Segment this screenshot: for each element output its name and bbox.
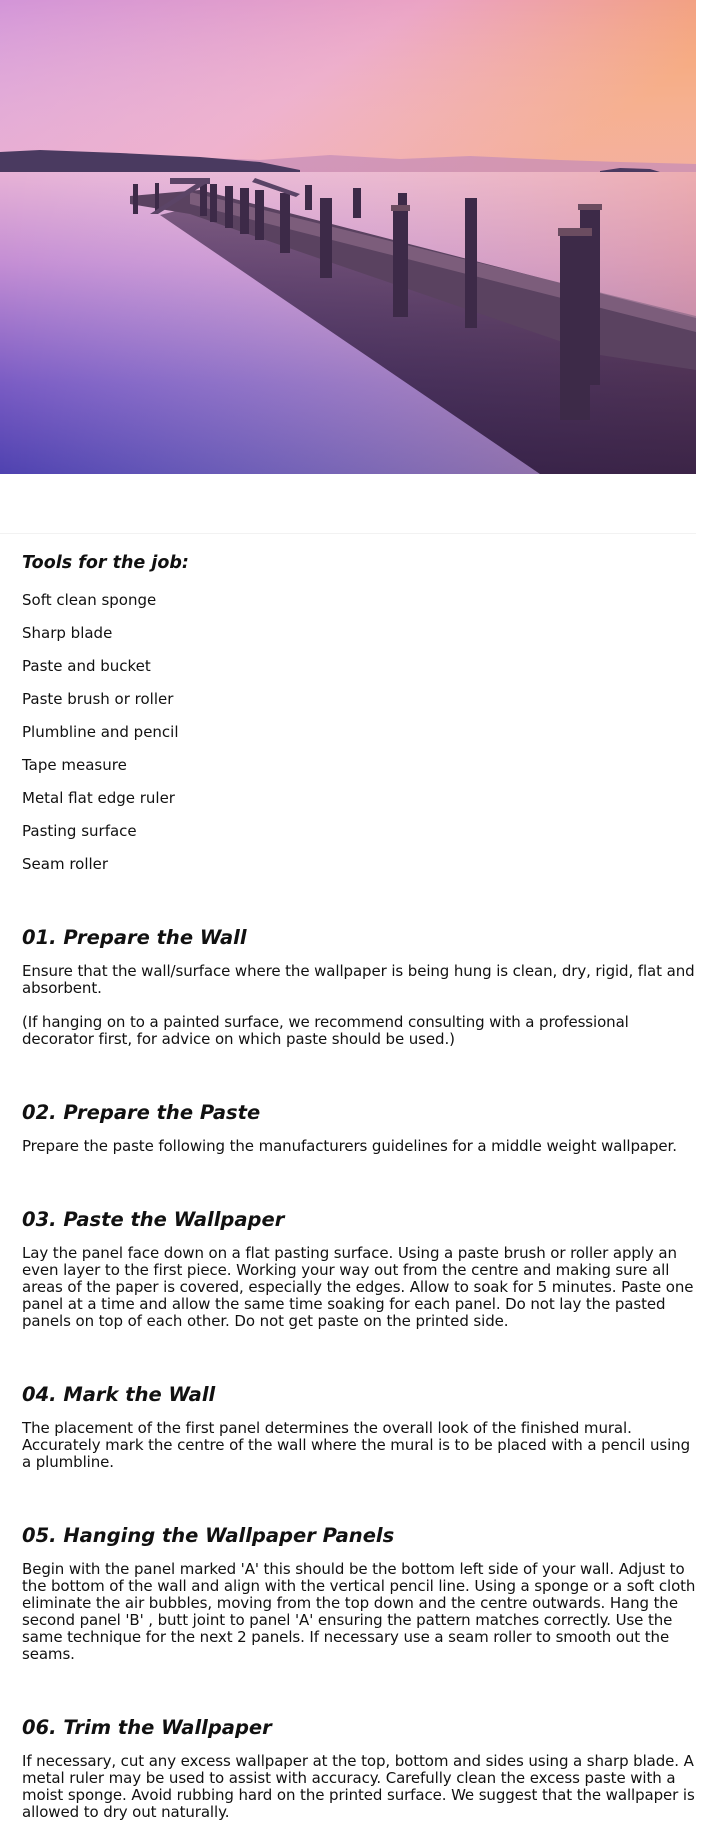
tool-item: Paste and bucket <box>22 657 151 675</box>
step-text: Lay the panel face down on a flat pasting surface. Using a paste brush or roller apply an even layer to the first piece. Working your way out from the centre and making sure all areas of the paper is covered, especially the edges. Allow to soak for 5 minutes. Paste one panel at a time and allow the same time soaking for each panel. Do not lay the pasted panels on top of each other. Do not get paste on the printed side. <box>22 1244 694 1330</box>
step-title: 04. Mark the Wall <box>22 1383 216 1406</box>
step-text: If necessary, cut any excess wallpaper at the top, bottom and sides using a sharp blade. A metal ruler may be used to assist with accuracy. Carefully clean the excess paste with a moist sponge. Avoid rubbing hard on the printed surface. We suggest that the wallpaper is allowed to dry out naturally. <box>22 1752 695 1821</box>
step-title: 06. Trim the Wallpaper <box>22 1716 272 1739</box>
step-title: 03. Paste the Wallpaper <box>22 1208 285 1231</box>
tool-item: Sharp blade <box>22 624 113 642</box>
step-text: The placement of the first panel determines the overall look of the finished mural. Accurately mark the centre of the wall where the mural is to be placed with a pencil using a plumbline. <box>22 1419 691 1471</box>
step-mark-wall <box>22 1382 698 1471</box>
step-text: Begin with the panel marked 'A' this should be the bottom left side of your wall. Adjust to the bottom of the wall and align with the vertical pencil line. Using a sponge or a soft cloth eliminate the air bubbles, moving from the top down and the centre outwards. Hang the second panel 'B' , butt joint to panel 'A' ensuring the pattern matches correctly. Use the same technique for the next 2 panels. If necessary use a seam roller to smooth out the seams. <box>22 1560 696 1663</box>
tool-item: Tape measure <box>22 756 127 774</box>
step-hanging-panels <box>22 1523 698 1663</box>
tool-item: Soft clean sponge <box>22 591 157 609</box>
tool-item: Metal flat edge ruler <box>22 789 175 807</box>
step-prepare-wall <box>22 925 698 1048</box>
step-title: 01. Prepare the Wall <box>22 926 247 949</box>
step-text: Ensure that the wall/surface where the wallpaper is being hung is clean, dry, rigid, flat and absorbent. <box>22 962 695 997</box>
step-text: Prepare the paste following the manufacturers guidelines for a middle weight wallpaper. <box>22 1137 677 1155</box>
step-title: 02. Prepare the Paste <box>22 1101 261 1124</box>
tool-item: Plumbline and pencil <box>22 723 179 741</box>
tool-list <box>22 591 698 873</box>
section-divider <box>0 533 696 534</box>
step-title: 05. Hanging the Wallpaper Panels <box>22 1524 395 1547</box>
tool-item: Pasting surface <box>22 822 137 840</box>
hero-image <box>0 0 696 474</box>
instructions-content <box>22 550 698 1821</box>
step-text: (If hanging on to a painted surface, we recommend consulting with a professional decorator first, for advice on which paste should be used.) <box>22 1013 629 1048</box>
tool-item: Paste brush or roller <box>22 690 174 708</box>
tools-section <box>22 550 698 873</box>
step-prepare-paste <box>22 1100 698 1155</box>
step-paste-wallpaper <box>22 1207 698 1330</box>
pier-sunset-photo <box>0 0 696 474</box>
step-trim-wallpaper <box>22 1715 698 1821</box>
tool-item: Seam roller <box>22 855 109 873</box>
tools-title: Tools for the job: <box>22 553 189 573</box>
